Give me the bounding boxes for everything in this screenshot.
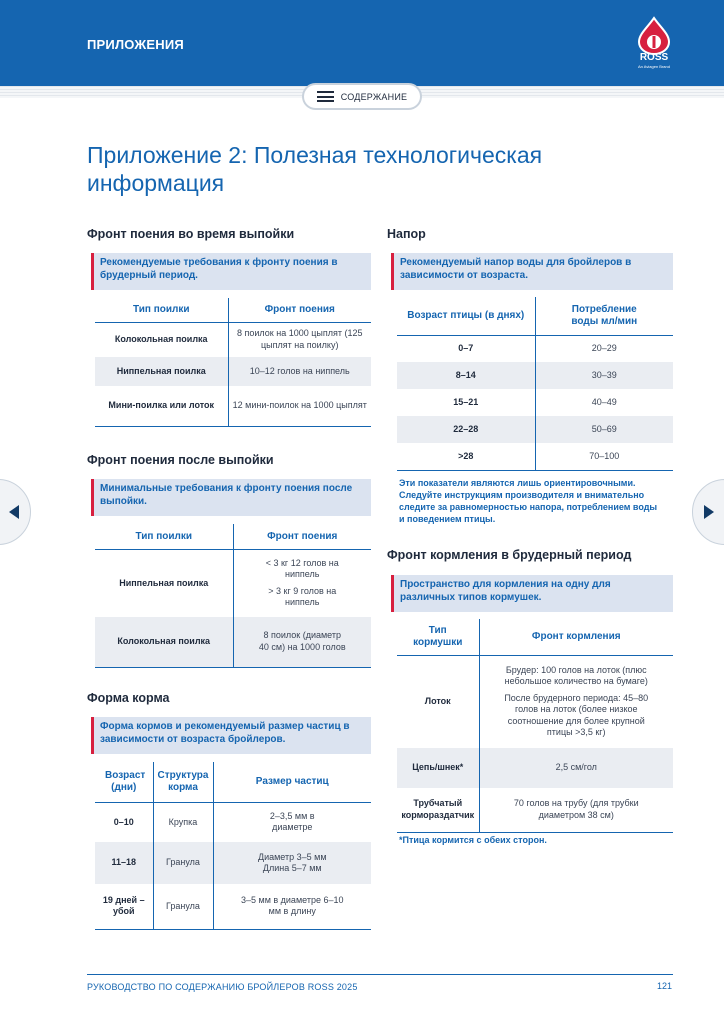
callout-box: Минимальные требования к фронту поения после выпойки.: [91, 479, 371, 516]
table-cell: 2,5 см/гол: [479, 748, 673, 788]
table-cell: Ниппельная поилка: [119, 577, 209, 588]
table-row: [95, 617, 371, 667]
cell-line: 2–3,5 мм в диаметре: [269, 810, 315, 833]
cell-line: Диаметр 3–5 мм Длина 5–7 мм: [257, 851, 327, 873]
table-cell: Крупка: [153, 802, 213, 842]
table-header: Фронт кормления: [479, 619, 673, 655]
page-header: [0, 0, 724, 86]
table-header: Тип поилки: [95, 524, 233, 549]
table-cell: [479, 788, 673, 832]
table-cell: 0–7: [458, 343, 474, 353]
table-row: [397, 788, 673, 832]
cell-line: Брудер: 100 голов на лоток (плюс небольшое количество на бумаге): [504, 664, 648, 687]
table-cell: 22–28: [397, 416, 535, 443]
section-heading: Фронт поения после выпойки: [87, 453, 274, 467]
water-pressure-table: [397, 297, 673, 471]
footer-divider: [87, 974, 673, 975]
page-number: 121: [656, 981, 672, 991]
table-cell: Трубчатый кормораздатчик: [397, 788, 479, 832]
table-cell: Ниппельная поилка: [95, 357, 228, 386]
table-cell: 8–14: [397, 362, 535, 389]
table-row: [397, 655, 673, 748]
logo-subtext: An Aviagen Brand: [638, 64, 670, 69]
table-row: [397, 389, 673, 416]
feeder-space-table: [397, 619, 673, 833]
table-cell: Гранула: [153, 842, 213, 884]
table-header: Возраст (дни): [95, 762, 153, 802]
page-title: Приложение 2: Полезная технологическая информация: [87, 142, 543, 196]
cell-line: > 3 кг 9 голов на ниппель: [268, 585, 337, 608]
table-cell: Цепь/шнек*: [397, 748, 479, 788]
table-cell: 19 дней – убой: [95, 884, 153, 929]
table-cell: [233, 549, 371, 617]
table-cell: Лоток: [424, 696, 451, 706]
table-header: Возраст птицы (в днях): [397, 297, 535, 335]
table-cell: 30–39: [535, 362, 673, 389]
table-header: Фронт поения: [233, 524, 371, 549]
table-cell: Мини-поилка или лоток: [95, 386, 228, 426]
table-row: [95, 322, 371, 357]
table-cell: 40–49: [535, 389, 673, 416]
drinker-space-after-brooding-table: [95, 524, 371, 668]
table-header: Размер частиц: [213, 762, 371, 802]
table-cell: [213, 884, 371, 929]
table-row: [397, 416, 673, 443]
table-cell: 15–21: [453, 396, 479, 407]
table-row: [397, 335, 673, 362]
table-row: [95, 549, 371, 617]
section-heading: Фронт поения во время выпойки: [87, 227, 295, 241]
table-header: Потребление воды мл/мин: [535, 297, 673, 335]
table-header: Структура корма: [153, 762, 213, 802]
toc-button[interactable]: [302, 83, 422, 110]
table-cell: Колокольная поилка: [95, 617, 233, 667]
next-page-button[interactable]: [692, 479, 724, 545]
cell-line: После брудерного периода: 45–80 голов на лоток (более низкое соотношение для более крупной птицы >3,5 кг): [504, 692, 649, 738]
table-row: [95, 357, 371, 386]
toc-label: СОДЕРЖАНИЕ: [340, 91, 408, 102]
callout-box: Форма кормов и рекомендуемый размер частиц в зависимости от возраста бройлеров.: [91, 717, 371, 754]
ross-logo: [634, 16, 674, 72]
table-cell: 8 поилок на 1000 цыплят (125 цыплят на поилку): [228, 322, 371, 357]
logo-wordmark: ROSS: [639, 52, 669, 63]
table-note: *Птица кормится с обеих сторон.: [399, 835, 547, 845]
cell-line: 3–5 мм в диаметре 6–10 мм в длину: [240, 894, 344, 917]
callout-box: Рекомендуемый напор воды для бройлеров в зависимости от возраста.: [391, 253, 673, 290]
menu-icon: [317, 91, 334, 102]
section-heading: Фронт кормления в брудерный период: [387, 548, 632, 562]
footer-title: РУКОВОДСТВО ПО СОДЕРЖАНИЮ БРОЙЛЕРОВ ROSS 2025: [87, 982, 358, 992]
table-header: Тип поилки: [95, 298, 228, 322]
arrow-left-icon: [9, 505, 19, 519]
table-cell: [213, 802, 371, 842]
table-row: [95, 842, 371, 884]
table-cell: 11–18: [95, 842, 153, 884]
table-cell: [233, 617, 371, 667]
table-note: Эти показатели являются лишь ориентировочными. Следуйте инструкциям производителя и внимательно следите за равномерностью напора, потреблением воды и поведением птицы.: [399, 478, 658, 524]
table-row: [397, 748, 673, 788]
table-header: Тип кормушки: [397, 619, 479, 655]
table-cell: 70–100: [535, 443, 673, 470]
table-cell: Гранула: [153, 884, 213, 929]
section-heading: Напор: [387, 227, 426, 241]
section-title: ПРИЛОЖЕНИЯ: [87, 37, 184, 52]
callout-box: Пространство для кормления на одну для различных типов кормушек.: [391, 575, 673, 612]
table-cell: 10–12 голов на ниппель: [228, 357, 371, 386]
section-heading: Форма корма: [87, 691, 170, 705]
cell-line: 70 голов на трубу (для трубки диаметром 38 см): [513, 798, 639, 820]
feed-form-table: [95, 762, 371, 930]
table-row: [397, 362, 673, 389]
drinker-space-brooding-table: [95, 298, 371, 427]
table-cell: Колокольная поилка: [114, 334, 208, 344]
table-row: [95, 884, 371, 929]
table-cell: 0–10: [113, 816, 134, 827]
table-cell: 20–29: [535, 335, 673, 362]
table-cell: [213, 842, 371, 884]
table-row: [397, 443, 673, 470]
table-header: Фронт поения: [228, 298, 371, 322]
table-cell: 50–69: [535, 416, 673, 443]
ross-drop-icon: [634, 16, 674, 56]
table-cell: 12 мини-поилок на 1000 цыплят: [228, 386, 371, 426]
table-row: [95, 802, 371, 842]
table-cell: >28: [397, 443, 535, 470]
arrow-right-icon: [704, 505, 714, 519]
cell-line: < 3 кг 12 голов на ниппель: [265, 557, 339, 580]
table-row: [95, 386, 371, 426]
table-cell: [479, 655, 673, 748]
callout-box: Рекомендуемые требования к фронту поения в брудерный период.: [91, 253, 371, 290]
prev-page-button[interactable]: [0, 479, 31, 545]
cell-line: 8 поилок (диаметр 40 см) на 1000 голов: [258, 630, 346, 652]
